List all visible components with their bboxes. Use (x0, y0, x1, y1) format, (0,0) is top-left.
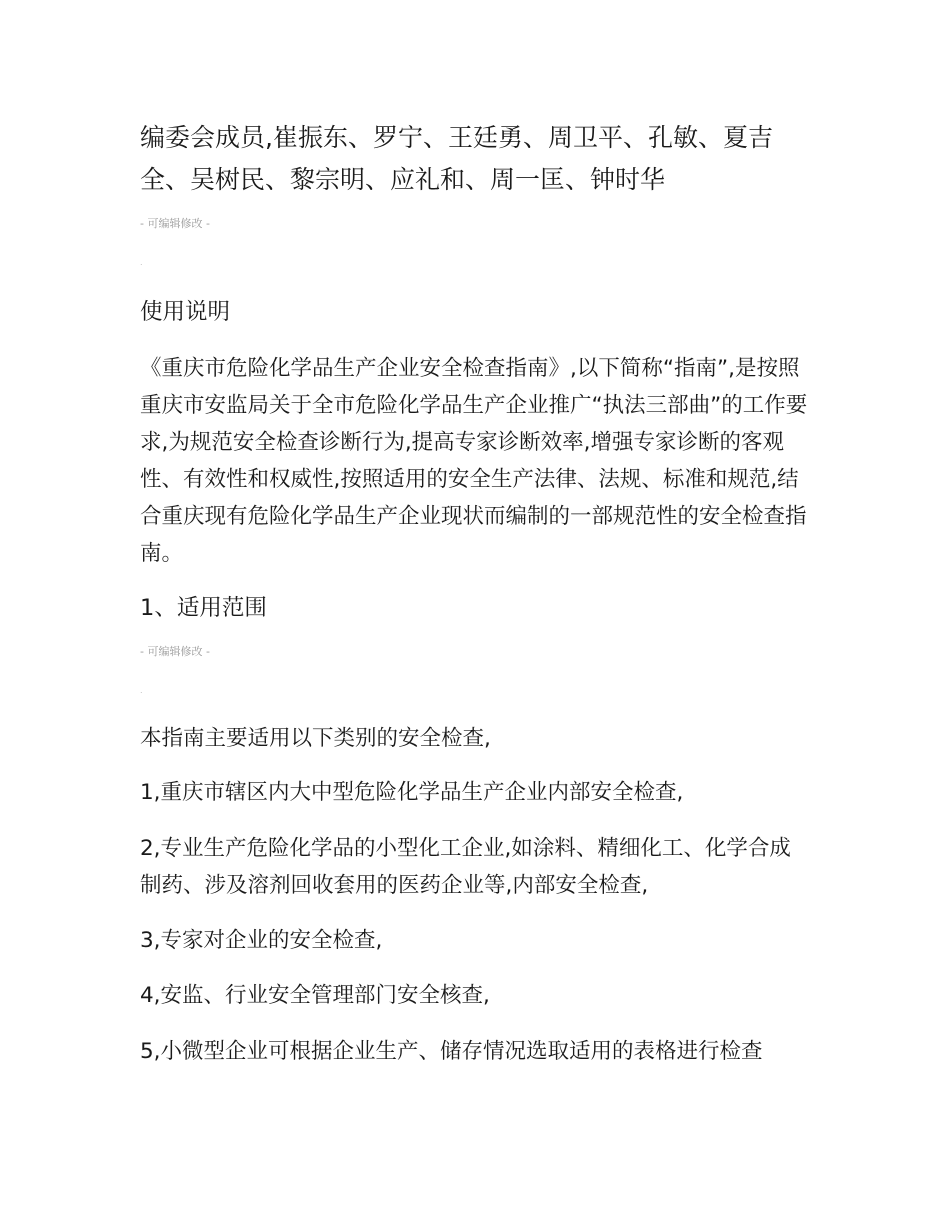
scope-item-2: 2,专业生产危险化学品的小型化工企业,如涂料、精细化工、化学合成制药、涉及溶剂回收套用的医药企业等,内部安全检查, (140, 836, 791, 898)
usage-paragraph: 《重庆市危险化学品生产企业安全检查指南》,以下简称“指南”,是按照重庆市安监局关于全市危险化学品生产企业推广“执法三部曲”的工作要求,为规范安全检查诊断行为,提高专家诊断效率,增强专家诊断的客观性、有效性和权威性,按照适用的安全生产法律、法规、标准和规范,结合重庆现有危险化学品生产企业现状而编制的一部规范性的安全检查指南。 (140, 356, 808, 566)
scope-item-4: 4,安监、行业安全管理部门安全核查, (140, 983, 490, 1008)
scope-item-5: 5,小微型企业可根据企业生产、储存情况选取适用的表格进行检查 (140, 1039, 763, 1064)
dot-marker: . (140, 686, 143, 695)
scope-intro: 本指南主要适用以下类别的安全检查, (140, 726, 491, 751)
scope-item-1: 1,重庆市辖区内大中型危险化学品生产企业内部安全检查, (140, 780, 684, 805)
scope-item-3: 3,专家对企业的安全检查, (140, 928, 383, 953)
edit-note: - 可编辑修改 - (140, 645, 210, 658)
edit-note: - 可编辑修改 - (140, 217, 210, 230)
dot-marker: . (140, 258, 143, 267)
editorial-committee-members: 编委会成员,崔振东、罗宁、王廷勇、周卫平、孔敏、夏吉全、吴树民、黎宗明、应礼和、周一匡、钟时华 (140, 123, 773, 194)
usage-heading: 使用说明 (140, 299, 231, 325)
scope-heading: 1、适用范围 (140, 595, 267, 621)
